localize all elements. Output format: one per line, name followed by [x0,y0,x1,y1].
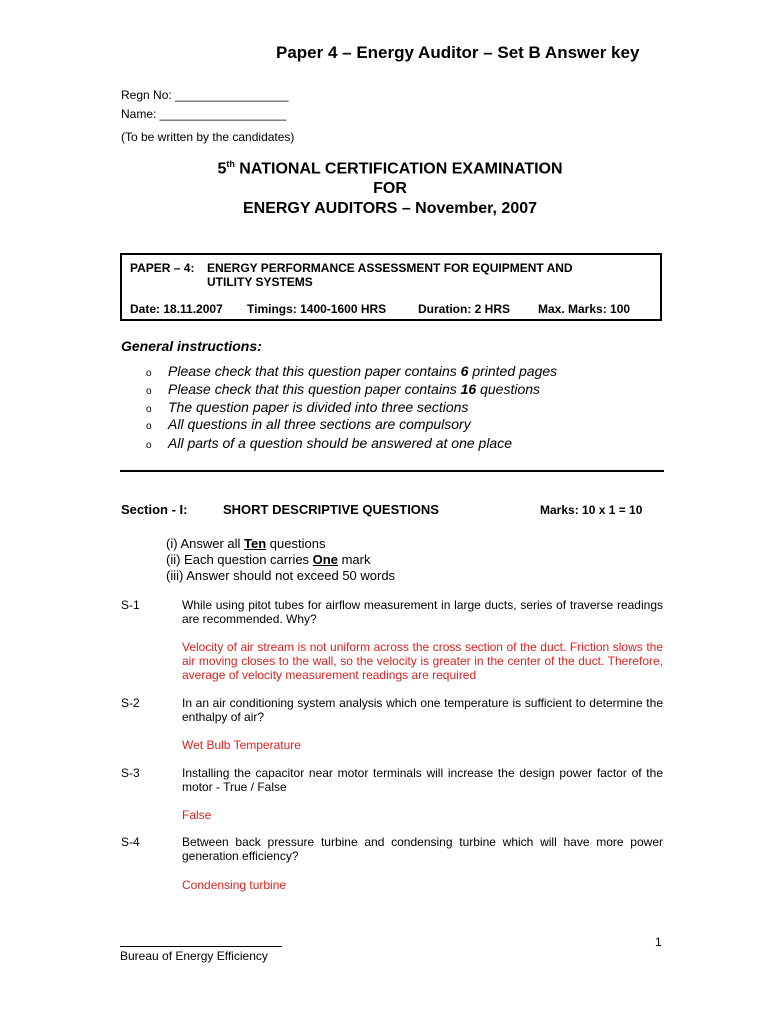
exam-number: 5 [217,160,227,178]
bullet-icon: o [146,368,152,379]
instruction-text-end: printed pages [468,363,558,379]
question-text: Between back pressure turbine and condensing turbine which will have more power generation efficiency? [182,835,663,863]
exam-heading-line1 [120,159,660,178]
question-text: While using pitot tubes for airflow measurement in large ducts, series of traverse readings are recommended. Why? [182,598,663,626]
answer-text: Velocity of air stream is not uniform across the cross section of the duct. Friction slows the air moving closes to the wall, so the velocity is greater in the center of the duct. Therefore, average of velocity measurement readings are required [182,640,663,682]
instruction-emphasis: 6 [460,363,469,379]
section-rule [166,536,325,551]
question-text: In an air conditioning system analysis which one temperature is sufficient to determine the enthalpy of air? [182,696,663,724]
paper-date: Date: 18.11.2007 [130,302,223,316]
rule-text-end: mark [337,552,371,567]
name-field: Name: ___________________ [121,107,287,121]
instruction-text: Please check that this question paper contains [168,363,461,379]
paper-max-marks: Max. Marks: 100 [538,302,631,316]
answer-text: Wet Bulb Temperature [182,738,301,752]
exam-heading-text: NATIONAL CERTIFICATION EXAMINATION [234,160,563,178]
rule-emphasis: One [312,552,338,567]
answer-text: Condensing turbine [182,878,287,892]
instruction-text: Please check that this question paper contains [168,381,461,397]
rule-text-end: questions [266,536,326,551]
instructions-heading: General instructions: [121,338,262,354]
section-title: SHORT DESCRIPTIVE QUESTIONS [223,502,439,517]
exam-heading-line3: ENERGY AUDITORS – November, 2007 [242,200,538,217]
paper-duration: Duration: 2 HRS [418,302,511,316]
paper-title-line2: UTILITY SYSTEMS [207,275,313,289]
section-marks: Marks: 10 x 1 = 10 [540,503,643,517]
candidate-note: (To be written by the candidates) [121,130,295,144]
paper-info-box [120,253,662,321]
footer-org: Bureau of Energy Efficiency [120,949,268,963]
page-number: 1 [655,935,662,949]
paper-label: PAPER – 4: [130,261,195,275]
paper-timings: Timings: 1400-1600 HRS [247,302,387,316]
exam-heading-line2: FOR [373,180,407,197]
instruction-text: The question paper is divided into three sections [168,399,469,415]
section-rule [166,552,370,567]
question-number: S-2 [121,696,140,710]
answer-text: False [182,808,212,822]
question-number: S-3 [121,766,140,780]
bullet-icon: o [146,440,152,451]
instruction-text: All questions in all three sections are compulsory [168,416,471,432]
instruction-emphasis: 16 [460,381,477,397]
footer-rule [120,946,282,947]
paper-title-line1: ENERGY PERFORMANCE ASSESSMENT FOR EQUIPMENT AND [207,261,573,275]
rule-emphasis: Ten [244,536,267,551]
bullet-icon: o [146,421,152,432]
question-number: S-1 [121,598,140,612]
instruction-text: All parts of a question should be answered at one place [168,435,513,451]
bullet-icon: o [146,386,152,397]
question-text: Installing the capacitor near motor terminals will increase the design power factor of the motor - True / False [182,766,663,794]
section-label: Section - I: [121,502,188,517]
rule-text: (i) Answer all [166,536,245,551]
question-number: S-4 [121,835,140,849]
page-title: Paper 4 – Energy Auditor – Set B Answer key [276,43,640,62]
section-divider [120,470,664,472]
instruction-text-end: questions [476,381,541,397]
exam-number-suffix: th [226,159,235,169]
section-rule: (iii) Answer should not exceed 50 words [166,568,396,583]
regn-no-field: Regn No: _________________ [121,88,289,102]
rule-text: (ii) Each question carries [166,552,313,567]
bullet-icon: o [146,404,152,415]
